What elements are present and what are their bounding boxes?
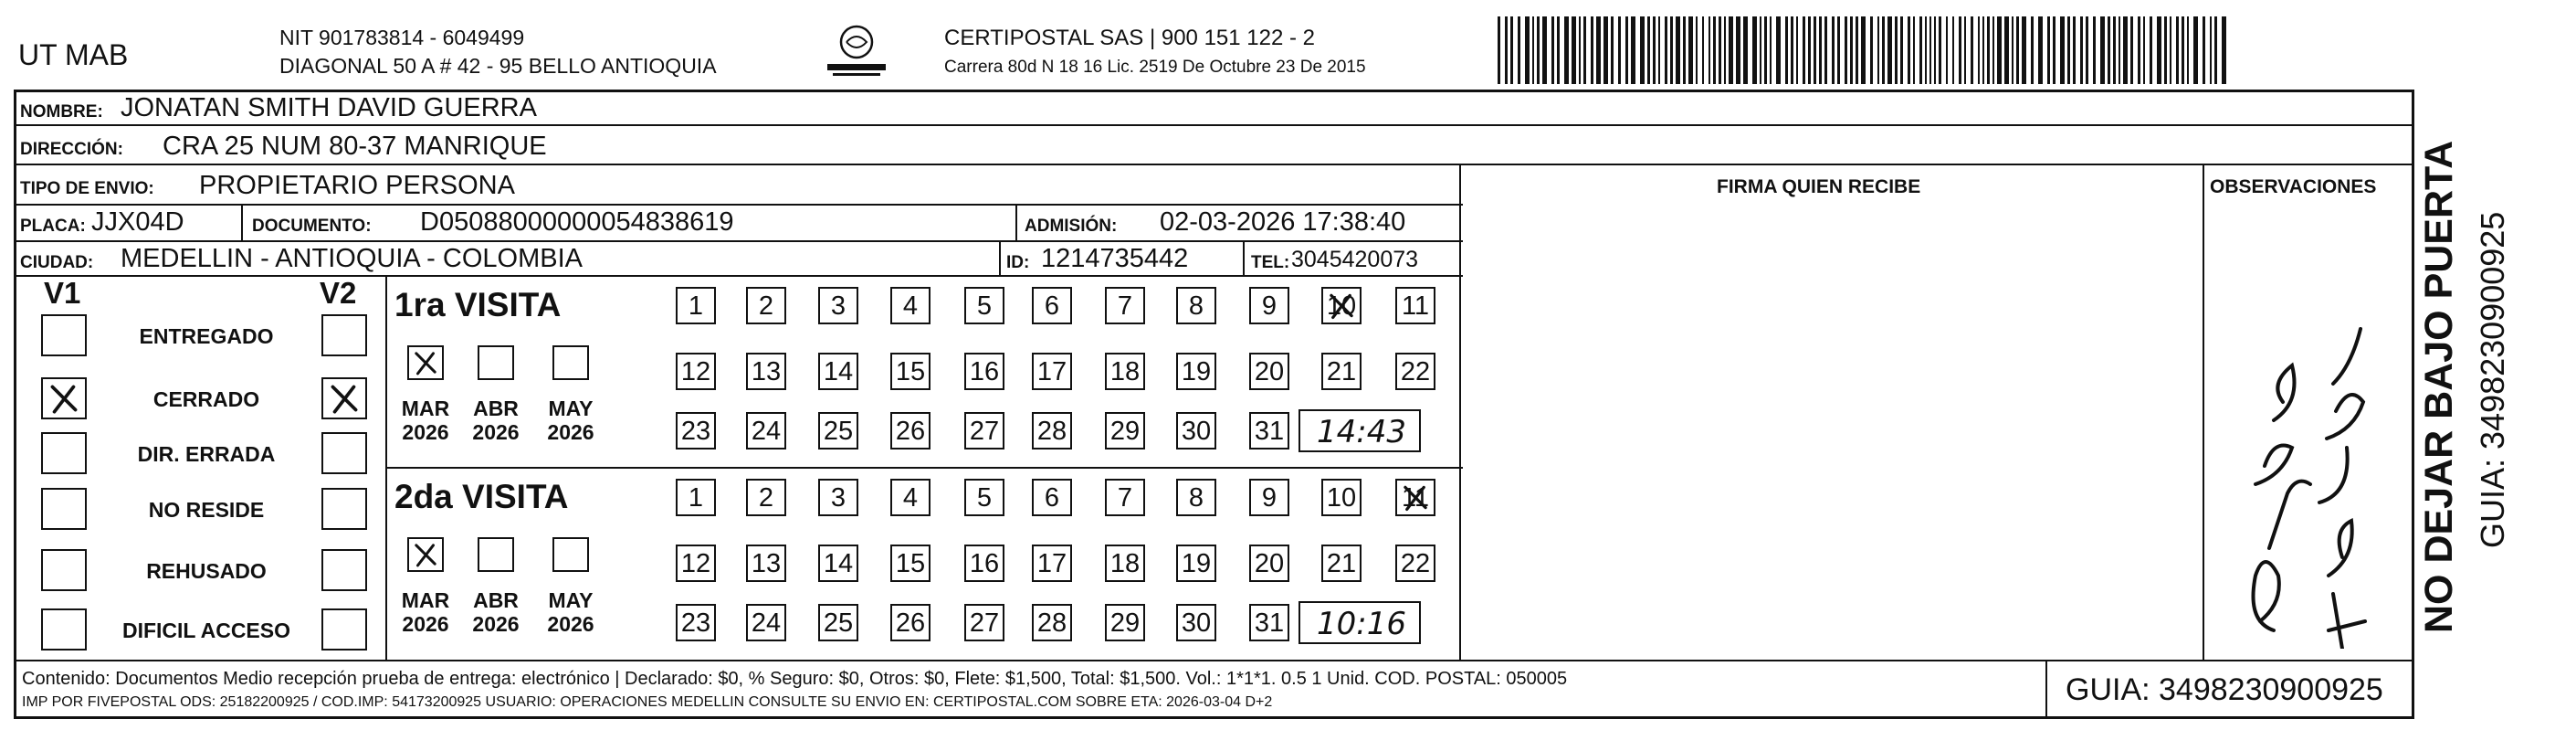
year-label: 2026 [402,420,449,444]
barcode-bar [1824,16,1827,84]
barcode-bar [1934,16,1936,84]
barcode-bar [1900,16,1903,84]
carrier-name: CERTIPOSTAL SAS | 900 151 122 - 2 [944,26,1315,50]
barcode-bar [1971,16,1973,84]
barcode-bar [2143,16,2145,84]
barcode-bar [1557,16,1560,84]
barcode-bar [1814,16,1816,84]
barcode-bar [1803,16,1805,84]
nombre-value: JONATAN SMITH DAVID GUERRA [121,93,537,122]
visit-time: 10:16 [1317,606,1406,642]
company-name: UT MAB [18,38,129,71]
barcode-bar [2022,16,2026,84]
documento-value: D05088000000054838619 [420,207,734,237]
v1-checkbox[interactable] [41,549,87,591]
v2-checkbox[interactable] [321,608,367,651]
barcode-bar [2193,16,2198,84]
day-box[interactable]: 4 [890,287,931,324]
status-label: REHUSADO [146,559,267,583]
barcode-bar [1832,16,1835,84]
barcode-bar [1702,16,1704,84]
day-box[interactable]: 27 [964,412,1004,450]
barcode-bar [2130,16,2133,84]
barcode-bar [2210,16,2212,84]
barcode-bar [2080,16,2083,84]
barcode-bar [1929,16,1931,84]
day-box[interactable]: 2 [746,479,786,516]
day-box[interactable]: 16 [964,545,1004,582]
barcode-bar [1713,16,1716,84]
direccion-label: DIRECCIÓN: [20,140,123,159]
ciudad-label: CIUDAD: [20,253,94,272]
day-box[interactable]: 7 [1105,479,1145,516]
barcode-bar [1856,16,1858,84]
barcode-bar [1785,16,1788,84]
tel-value: 3045420073 [1291,247,1419,272]
barcode-bar [1611,16,1614,84]
barcode-bar [1877,16,1879,84]
day-box[interactable]: 14 [818,545,858,582]
barcode-bar [1688,16,1693,84]
barcode-bar [1764,16,1767,84]
month-label: MAR [401,588,450,612]
barcode-bar [1510,16,1513,84]
barcode-bar [2060,16,2065,84]
barcode-bar [1532,16,1534,84]
v2-checkbox[interactable] [321,432,367,474]
day-box[interactable]: 17 [1032,353,1072,390]
certipostal-logo [820,22,893,80]
day-box[interactable]: 14 [818,353,858,390]
day-box[interactable]: 5 [964,479,1004,516]
day-box[interactable]: 25 [818,412,858,450]
day-box[interactable]: 19 [1176,545,1216,582]
barcode-bar [1919,16,1922,84]
time-box[interactable] [1299,601,1421,644]
barcode-bar [1882,16,1885,84]
barcode-bar [2093,16,2096,84]
barcode-bar [1952,16,1954,84]
day-box[interactable]: 8 [1176,479,1216,516]
barcode-bar [2038,16,2043,84]
barcode-bar [1603,16,1608,84]
day-box[interactable]: 20 [1249,545,1289,582]
tipo-envio-value: PROPIETARIO PERSONA [199,171,515,200]
barcode-bar [1729,16,1733,84]
sender-address: DIAGONAL 50 A # 42 - 95 BELLO ANTIOQUIA [279,54,717,78]
barcode-bar [1724,16,1726,84]
day-box[interactable]: 12 [676,545,716,582]
day-box[interactable]: 7 [1105,287,1145,324]
day-box[interactable]: 30 [1176,604,1216,641]
barcode-bar [2138,16,2140,84]
barcode-bar [1808,16,1811,84]
barcode-bar [1596,16,1601,84]
day-box[interactable]: 27 [964,604,1004,641]
month-checkbox[interactable] [552,345,589,380]
barcode-bar [1670,16,1673,84]
firma-header: FIRMA QUIEN RECIBE [1717,176,1921,197]
status-label: CERRADO [152,387,260,411]
barcode-bar [1845,16,1847,84]
day-box[interactable]: 21 [1321,353,1362,390]
month-label: MAR [401,397,450,420]
day-box[interactable]: 4 [890,479,931,516]
barcode-bar [1895,16,1898,84]
barcode-bar [1537,16,1540,84]
day-box[interactable]: 18 [1105,353,1145,390]
barcode-bar [2016,16,2019,84]
day-box[interactable]: 12 [676,353,716,390]
day-box[interactable]: 15 [890,353,931,390]
tel-label: TEL: [1251,253,1290,272]
day-box[interactable]: 6 [1032,287,1072,324]
barcode-bar [1676,16,1680,84]
barcode-bar [1819,16,1822,84]
month-checkbox[interactable] [552,537,589,572]
barcode-bar [1796,16,1798,84]
time-box[interactable] [1299,409,1421,452]
day-box[interactable]: 5 [964,287,1004,324]
v1-checkbox[interactable] [41,432,87,474]
barcode-bar [2123,16,2128,84]
barcode-bar [1913,16,1915,84]
visit-title: 2da VISITA [394,478,569,515]
visit-time: 14:43 [1317,414,1406,450]
month-label: MAY [548,588,594,612]
side-guia: GUIA: 3498230900925 [2474,211,2511,548]
barcode-bar [1752,16,1757,84]
day-box[interactable]: 19 [1176,353,1216,390]
day-box[interactable]: 11 [1395,479,1435,516]
day-box[interactable]: 25 [818,604,858,641]
barcode-bar [1776,16,1781,84]
day-box[interactable]: 13 [746,353,786,390]
month-checkbox[interactable] [407,345,444,380]
barcode-bar [2164,16,2167,84]
barcode-bar [1498,16,1500,84]
day-box[interactable]: 30 [1176,412,1216,450]
barcode-bar [2214,16,2217,84]
barcode-bar [2012,16,2013,84]
day-box[interactable]: 28 [1032,412,1072,450]
placa-label: PLACA: [20,217,86,236]
admision-label: ADMISIÓN: [1025,217,1118,236]
day-box[interactable]: 2 [746,287,786,324]
barcode-bar [1647,16,1650,84]
barcode-bar [2047,16,2050,84]
barcode-bar [1946,16,1948,84]
barcode-bar [1997,16,2002,84]
v2-checkbox[interactable] [321,549,367,591]
day-box[interactable]: 1 [676,479,716,516]
v2-label: V2 [320,276,357,310]
status-label: ENTREGADO [139,324,274,348]
barcode-bar [1992,16,1994,84]
barcode-bar [2086,16,2088,84]
day-box[interactable]: 22 [1395,353,1435,390]
admision-value: 02-03-2026 17:38:40 [1160,207,1406,237]
barcode-bar [1978,16,1980,84]
v1-checkbox[interactable] [41,314,87,356]
day-box[interactable]: 18 [1105,545,1145,582]
day-box[interactable]: 15 [890,545,931,582]
v1-checkbox[interactable] [41,377,87,419]
day-box[interactable]: 9 [1249,287,1289,324]
day-box[interactable]: 29 [1105,412,1145,450]
barcode-bar [1572,16,1576,84]
barcode-bar [1640,16,1645,84]
status-label: DIR. ERRADA [137,442,276,466]
day-box[interactable]: 26 [890,412,931,450]
barcode-bar [1591,16,1593,84]
barcode-bar [1665,16,1667,84]
barcode-bar [1736,16,1740,84]
observaciones-header: OBSERVACIONES [2210,176,2377,197]
barcode-bar [1696,16,1698,84]
barcode-bar [2170,16,2171,84]
day-box[interactable]: 16 [964,353,1004,390]
barcode-bar [1908,16,1910,84]
barcode-bar [1760,16,1761,84]
barcode-bar [2203,16,2205,84]
documento-label: DOCUMENTO: [252,217,372,236]
barcode-bar [2004,16,2009,84]
barcode-bar [1861,16,1866,84]
month-checkbox[interactable] [478,345,514,380]
barcode-bar [2222,16,2226,84]
barcode-bar [1505,16,1508,84]
v1-checkbox[interactable] [41,608,87,651]
day-box[interactable]: 29 [1105,604,1145,641]
barcode-bar [1631,16,1635,84]
barcode-bar [1987,16,1990,84]
day-box[interactable]: 21 [1321,545,1362,582]
direccion-value: CRA 25 NUM 80-37 MANRIQUE [163,132,547,161]
barcode-bar [1887,16,1892,84]
v1-checkbox[interactable] [41,488,87,530]
day-box[interactable]: 3 [818,479,858,516]
day-box[interactable]: 24 [746,412,786,450]
day-box[interactable]: 17 [1032,545,1072,582]
status-label: DIFICIL ACCESO [121,619,290,642]
barcode-bar [1870,16,1873,84]
carrier-license: Carrera 80d N 18 16 Lic. 2519 De Octubre 23 De 2015 [944,58,1366,77]
month-label: MAY [548,397,594,420]
barcode-bar [1770,16,1772,84]
barcode-bar [1579,16,1581,84]
placa-value: JJX04D [91,207,184,237]
year-label: 2026 [472,612,520,636]
barcode-bar [1583,16,1586,84]
id-label: ID: [1006,253,1030,272]
v2-checkbox[interactable] [321,377,367,419]
barcode-bar [1791,16,1793,84]
barcode-bar [2113,16,2116,84]
no-dejar-bajo-puerta: NO DEJAR BAJO PUERTA [2417,140,2461,633]
v2-checkbox[interactable] [321,488,367,530]
day-box[interactable]: 11 [1395,287,1435,324]
month-label: ABR [473,588,519,612]
month-checkbox[interactable] [407,537,444,572]
day-box[interactable]: 31 [1249,604,1289,641]
day-box[interactable]: 24 [746,604,786,641]
day-box[interactable]: 31 [1249,412,1289,450]
barcode-bar [2053,16,2056,84]
barcode-bar [1518,16,1520,84]
barcode-bar [1719,16,1721,84]
barcode-bar [2108,16,2110,84]
barcode-bar [2182,16,2184,84]
year-label: 2026 [547,612,594,636]
day-box[interactable]: 8 [1176,287,1216,324]
nit: NIT 901783814 - 6049499 [279,26,525,49]
barcode-bar [1964,16,1966,84]
barcode-bar [2176,16,2179,84]
barcode-bar [1850,16,1853,84]
barcode-bar [1653,16,1656,84]
barcode-bar [1551,16,1554,84]
day-box[interactable]: 22 [1395,545,1435,582]
day-box[interactable]: 10 [1321,479,1362,516]
day-box[interactable]: 28 [1032,604,1072,641]
barcode-bar [2073,16,2076,84]
day-box[interactable]: 23 [676,604,716,641]
v1-label: V1 [44,276,81,310]
barcode-bar [1743,16,1748,84]
barcode-bar [1925,16,1927,84]
barcode-bar [1525,16,1530,84]
day-box[interactable]: 1 [676,287,716,324]
v2-checkbox[interactable] [321,314,367,356]
day-box[interactable]: 20 [1249,353,1289,390]
ciudad-value: MEDELLIN - ANTIOQUIA - COLOMBIA [121,244,583,273]
barcode-bar [2187,16,2189,84]
footer-print-info: IMP POR FIVEPOSTAL ODS: 25182200925 / COD.IMP: 54173200925 USUARIO: OPERACIONES MEDELLIN CONSULTE SU ENVIO EN: CERTIPOSTAL.COM SOBRE ETA: 2026-03-04 D+2 [22,694,1273,710]
barcode-bar [2157,16,2161,84]
barcode-bar [1709,16,1710,84]
barcode-bar [1542,16,1547,84]
barcode-bar [2067,16,2070,84]
year-label: 2026 [402,612,449,636]
footer-guia: GUIA: 3498230900925 [2066,672,2383,707]
barcode-bar [1683,16,1686,84]
barcode-bar [1618,16,1621,84]
day-box[interactable]: 23 [676,412,716,450]
footer-content: Contenido: Documentos Medio recepción prueba de entrega: electrónico | Declarado: $0, % Seguro: $0, Otros: $0, Flete: $1,500, Total: $1,500. Vol.: 1*1*1. 0.5 1 Unid. COD. POSTAL: 050005 [22,669,1568,689]
barcode-bar [1564,16,1569,84]
barcode-bar [1959,16,1961,84]
month-checkbox[interactable] [478,537,514,572]
tipo-envio-label: TIPO DE ENVIO: [20,179,154,198]
day-box[interactable]: 13 [746,545,786,582]
barcode-bar [2150,16,2152,84]
month-label: ABR [473,397,519,420]
day-box[interactable]: 6 [1032,479,1072,516]
barcode-bar [1939,16,1941,84]
id-value: 1214735442 [1041,244,1189,273]
visit-title: 1ra VISITA [394,286,562,323]
barcode [1498,16,2228,84]
handwritten-observation [2219,301,2374,649]
barcode-bar [1982,16,1984,84]
nombre-label: NOMBRE: [20,102,103,122]
year-label: 2026 [472,420,520,444]
year-label: 2026 [547,420,594,444]
day-box[interactable]: 3 [818,287,858,324]
barcode-bar [2119,16,2120,84]
status-label: NO RESIDE [148,498,265,522]
day-box[interactable]: 10 [1321,287,1362,324]
barcode-bar [1658,16,1660,84]
day-box[interactable]: 26 [890,604,931,641]
barcode-bar [1625,16,1628,84]
barcode-bar [2100,16,2105,84]
barcode-bar [1837,16,1840,84]
barcode-bar [2031,16,2034,84]
day-box[interactable]: 9 [1249,479,1289,516]
